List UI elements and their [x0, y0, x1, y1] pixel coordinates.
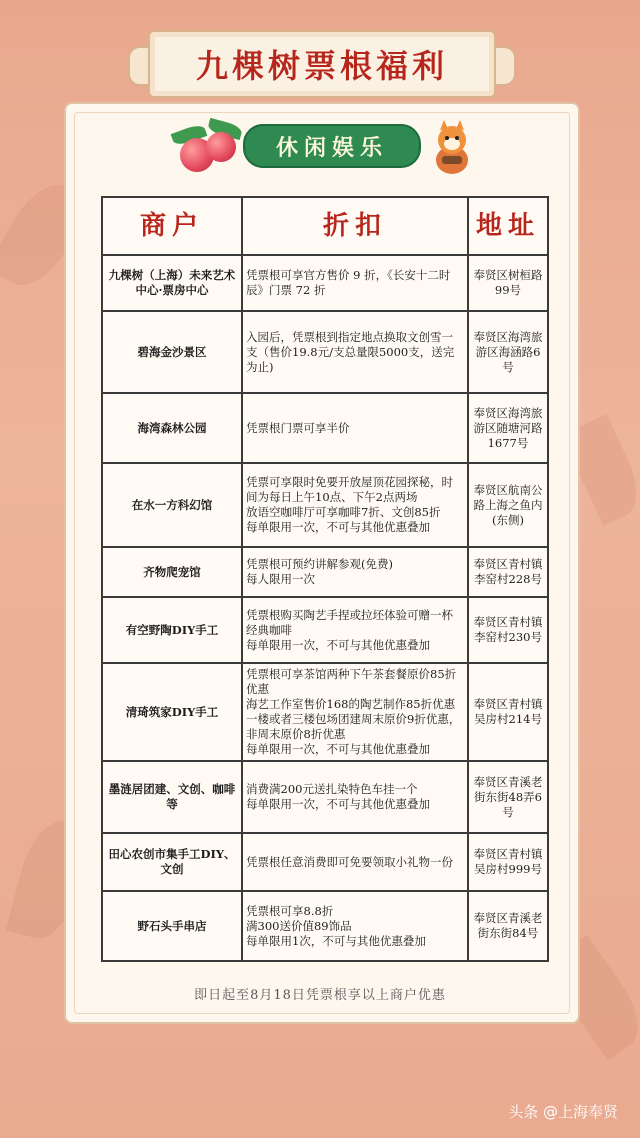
address-cell: 奉贤区树桓路99号 — [468, 255, 548, 311]
discount-line: 凭票根可享8.8折 — [246, 903, 334, 918]
discount-line: 凭票根门票可享半价 — [246, 420, 350, 435]
merchant-cell: 有空野陶DIY手工 — [102, 597, 242, 663]
merchant-cell: 九棵树（上海）未来艺术中心·票房中心 — [102, 255, 242, 311]
merchant-cell: 碧海金沙景区 — [102, 311, 242, 393]
address-cell: 奉贤区青溪老街东街48弄6号 — [468, 761, 548, 833]
discount-line: 满300送价值89饰品 — [246, 918, 352, 933]
table-row — [102, 311, 548, 393]
discount-line: 凭票根可预约讲解参观(免费) — [246, 557, 393, 571]
discount-line: 消费满200元送扎染特色车挂一个 — [246, 782, 418, 796]
address-cell: 奉贤区航南公路上海之鱼内(东侧) — [468, 463, 548, 547]
header-merchant: 商户 — [102, 197, 242, 255]
merchant-cell: 清琦筑家DIY手工 — [102, 663, 242, 761]
merchant-cell: 齐物爬宠馆 — [102, 547, 242, 597]
discount-cell — [242, 833, 468, 891]
table-row — [102, 891, 548, 961]
discount-line: 每单限用一次，不可与其他优惠叠加 — [246, 637, 430, 652]
discount-line: 每单限用1次，不可与其他优惠叠加 — [246, 933, 426, 948]
address-cell: 奉贤区青溪老街东街84号 — [468, 891, 548, 961]
deals-table — [101, 196, 549, 962]
merchant-cell: 在水一方科幻馆 — [102, 463, 242, 547]
table-row — [102, 255, 548, 311]
address-cell: 奉贤区青村镇李窑村228号 — [468, 547, 548, 597]
header-discount: 折扣 — [242, 197, 468, 255]
merchant-cell: 墨涟居团建、文创、咖啡等 — [102, 761, 242, 833]
header-address: 地址 — [468, 197, 548, 255]
discount-line: 凭票根任意消费即可免要领取小礼物一份 — [246, 854, 453, 869]
table-row — [102, 547, 548, 597]
discount-cell — [242, 663, 468, 761]
discount-line: 一楼或者三楼包场团建周末原价9折优惠，非周末原价8折优惠 — [246, 712, 461, 741]
address-cell: 奉贤区海湾旅游区海涵路6号 — [468, 311, 548, 393]
table-row — [102, 663, 548, 761]
footnote: 即日起至8月18日凭票根享以上商户优惠 — [194, 988, 446, 1003]
table-row — [102, 833, 548, 891]
lychee-icon — [206, 132, 236, 162]
discount-line: 凭票根购买陶艺手捏或拉坯体验可赠一杯经典咖啡 — [246, 607, 453, 637]
table-row — [102, 463, 548, 547]
discount-line: 海艺工作室售价168的陶艺制作85折优惠 — [246, 697, 456, 711]
discount-cell — [242, 891, 468, 961]
discount-cell — [242, 597, 468, 663]
discount-line: 每单限用一次，不可与其他优惠叠加 — [246, 797, 430, 811]
discount-cell — [242, 761, 468, 833]
merchant-cell: 田心农创市集手工DIY、文创 — [102, 833, 242, 891]
discount-line: 放语空咖啡厅可享咖啡7折、文创85折 — [246, 505, 441, 519]
discount-line: 每单限用一次，不可与其他优惠叠加 — [246, 742, 430, 756]
discount-line: 每单限用一次，不可与其他优惠叠加 — [246, 520, 430, 534]
discount-line: 凭票根可享官方售价 9 折，《长安十二时辰》门票 72 折 — [246, 268, 451, 297]
discount-cell — [242, 547, 468, 597]
watermark: 头条 @上海奉贤 — [508, 1103, 618, 1121]
mascot-icon — [428, 120, 476, 176]
table-header-row — [102, 197, 548, 255]
section-tag — [243, 124, 421, 168]
address-cell: 奉贤区青村镇吴房村214号 — [468, 663, 548, 761]
merchant-cell: 海湾森林公园 — [102, 393, 242, 463]
discount-cell — [242, 393, 468, 463]
address-cell: 奉贤区青村镇吴房村999号 — [468, 833, 548, 891]
title-banner — [148, 30, 496, 98]
page-title: 九棵树票根福利 — [195, 47, 448, 85]
address-cell: 奉贤区海湾旅游区随塘河路1677号 — [468, 393, 548, 463]
discount-line: 凭票根可享茶馆两种下午茶套餐原价85折优惠 — [246, 667, 457, 696]
section-title: 休闲娱乐 — [275, 134, 388, 161]
discount-cell — [242, 463, 468, 547]
table-row — [102, 393, 548, 463]
discount-line: 入园后，凭票根到指定地点换取文创雪一支（售价19.8元/支总量限5000支，送完为止) — [246, 329, 455, 374]
discount-cell — [242, 255, 468, 311]
discount-line: 每人限用一次 — [246, 572, 315, 586]
discount-line: 凭票可享限时免要开放屋顶花园探秘，时间为每日上午10点、下午2点两场 — [246, 475, 453, 504]
discount-cell — [242, 311, 468, 393]
address-cell: 奉贤区青村镇李窑村230号 — [468, 597, 548, 663]
table-row — [102, 761, 548, 833]
table-row — [102, 597, 548, 663]
merchant-cell: 野石头手串店 — [102, 891, 242, 961]
